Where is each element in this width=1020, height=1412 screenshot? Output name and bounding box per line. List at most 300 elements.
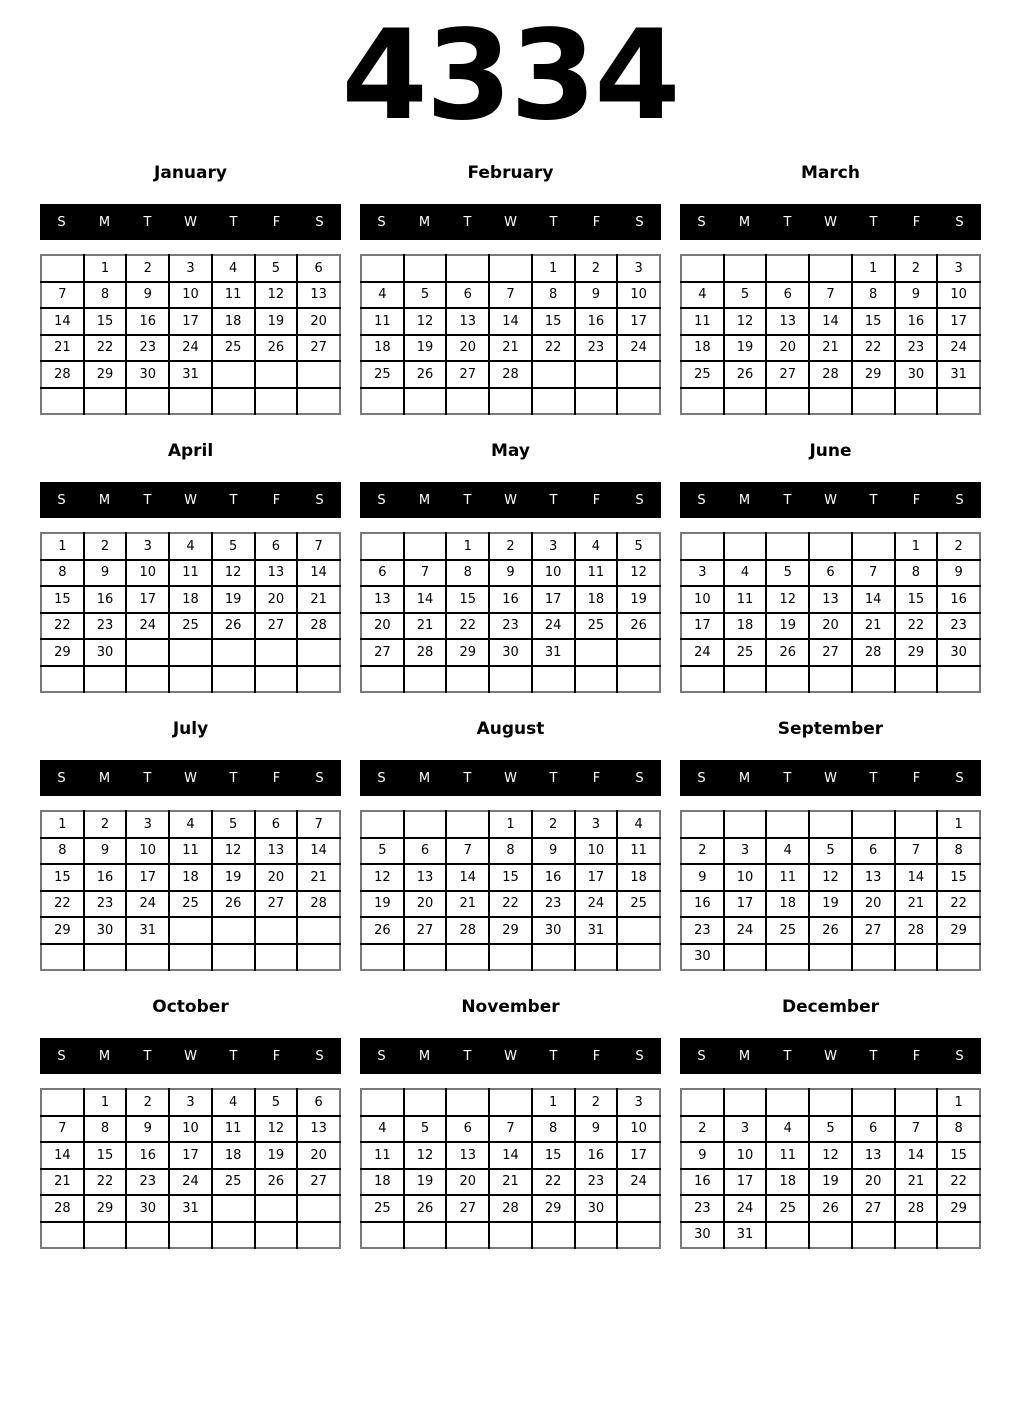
day-cell: 21	[895, 1169, 938, 1196]
month-block	[360, 708, 661, 986]
empty-day-cell	[212, 361, 255, 388]
day-cell: 24	[532, 613, 575, 640]
day-cell: 21	[41, 335, 84, 362]
empty-day-cell	[404, 388, 447, 415]
month-date-grid	[360, 532, 661, 693]
weekday-header-row	[680, 760, 981, 796]
day-cell: 23	[575, 1169, 618, 1196]
day-cell: 16	[681, 891, 724, 918]
week-row	[681, 255, 980, 282]
day-cell: 28	[895, 917, 938, 944]
month-block	[680, 430, 981, 708]
week-row	[681, 917, 980, 944]
month-block	[360, 986, 661, 1264]
day-cell: 27	[809, 639, 852, 666]
day-cell: 7	[895, 1116, 938, 1143]
day-cell: 10	[532, 560, 575, 587]
day-cell: 28	[895, 1195, 938, 1222]
empty-day-cell	[212, 944, 255, 971]
day-cell: 9	[575, 282, 618, 309]
weekday-header-row	[680, 1038, 981, 1074]
week-row	[361, 864, 660, 891]
empty-day-cell	[575, 639, 618, 666]
empty-day-cell	[766, 255, 809, 282]
day-cell: 31	[575, 917, 618, 944]
day-cell: 17	[681, 613, 724, 640]
day-cell: 1	[532, 1089, 575, 1116]
weekday-label: F	[592, 1048, 601, 1064]
empty-day-cell	[126, 944, 169, 971]
day-cell: 12	[809, 864, 852, 891]
empty-day-cell	[255, 361, 298, 388]
weekday-label: F	[912, 214, 921, 230]
weekday-label: M	[98, 492, 111, 508]
day-cell: 27	[852, 917, 895, 944]
day-cell: 24	[681, 639, 724, 666]
weekday-label: T	[143, 492, 152, 508]
weekday-label: T	[549, 1048, 558, 1064]
empty-day-cell	[126, 639, 169, 666]
day-cell: 26	[724, 361, 767, 388]
day-cell: 8	[446, 560, 489, 587]
week-row	[681, 1195, 980, 1222]
empty-day-cell	[895, 811, 938, 838]
empty-day-cell	[297, 361, 340, 388]
empty-day-cell	[361, 1089, 404, 1116]
day-cell: 13	[297, 282, 340, 309]
weekday-label: S	[377, 214, 386, 230]
day-cell: 21	[489, 335, 532, 362]
day-cell: 5	[766, 560, 809, 587]
empty-day-cell	[575, 944, 618, 971]
day-cell: 18	[766, 1169, 809, 1196]
day-cell: 23	[84, 891, 127, 918]
day-cell: 20	[297, 308, 340, 335]
week-row	[681, 639, 980, 666]
day-cell: 27	[852, 1195, 895, 1222]
day-cell: 16	[681, 1169, 724, 1196]
month-name: September	[777, 719, 884, 739]
week-row	[681, 282, 980, 309]
empty-day-cell	[361, 666, 404, 693]
empty-day-cell	[361, 811, 404, 838]
day-cell: 27	[297, 335, 340, 362]
month-block	[40, 430, 341, 708]
weekday-header-row	[360, 482, 661, 518]
day-cell: 8	[41, 560, 84, 587]
week-row	[681, 1222, 980, 1249]
month-date-grid	[360, 810, 661, 971]
day-cell: 20	[255, 864, 298, 891]
week-row	[681, 838, 980, 865]
day-cell: 16	[489, 586, 532, 613]
day-cell: 25	[212, 335, 255, 362]
day-cell: 12	[766, 586, 809, 613]
day-cell: 4	[361, 1116, 404, 1143]
day-cell: 26	[212, 891, 255, 918]
weekday-label: W	[824, 1048, 837, 1064]
day-cell: 12	[255, 282, 298, 309]
empty-day-cell	[297, 944, 340, 971]
day-cell: 27	[446, 1195, 489, 1222]
empty-day-cell	[809, 255, 852, 282]
day-cell: 24	[617, 1169, 660, 1196]
day-cell: 2	[895, 255, 938, 282]
empty-day-cell	[724, 944, 767, 971]
empty-day-cell	[255, 1195, 298, 1222]
day-cell: 17	[169, 308, 212, 335]
day-cell: 19	[255, 308, 298, 335]
empty-day-cell	[297, 917, 340, 944]
day-cell: 3	[617, 1089, 660, 1116]
day-cell: 5	[404, 282, 447, 309]
day-cell: 22	[41, 891, 84, 918]
day-cell: 15	[937, 1142, 980, 1169]
weekday-label: S	[377, 1048, 386, 1064]
day-cell: 9	[126, 282, 169, 309]
day-cell: 30	[575, 1195, 618, 1222]
day-cell: 27	[255, 891, 298, 918]
empty-day-cell	[766, 944, 809, 971]
week-row	[681, 361, 980, 388]
day-cell: 24	[169, 1169, 212, 1196]
day-cell: 2	[575, 1089, 618, 1116]
day-cell: 20	[809, 613, 852, 640]
day-cell: 24	[575, 891, 618, 918]
day-cell: 25	[361, 1195, 404, 1222]
weekday-label: T	[549, 214, 558, 230]
day-cell: 2	[84, 811, 127, 838]
weekday-label: S	[635, 770, 644, 786]
day-cell: 22	[41, 613, 84, 640]
day-cell: 3	[126, 533, 169, 560]
week-row	[41, 1142, 340, 1169]
day-cell: 16	[895, 308, 938, 335]
day-cell: 11	[766, 864, 809, 891]
day-cell: 6	[852, 838, 895, 865]
week-row	[41, 1089, 340, 1116]
weekday-label: T	[869, 1048, 878, 1064]
day-cell: 24	[169, 335, 212, 362]
week-row	[361, 1169, 660, 1196]
day-cell: 14	[297, 560, 340, 587]
day-cell: 12	[212, 838, 255, 865]
empty-day-cell	[41, 388, 84, 415]
day-cell: 9	[84, 560, 127, 587]
empty-day-cell	[809, 388, 852, 415]
weekday-label: S	[697, 1048, 706, 1064]
empty-day-cell	[681, 1089, 724, 1116]
weekday-header-row	[680, 204, 981, 240]
day-cell: 24	[937, 335, 980, 362]
day-cell: 7	[41, 282, 84, 309]
week-row	[41, 282, 340, 309]
day-cell: 3	[126, 811, 169, 838]
day-cell: 7	[489, 282, 532, 309]
week-row	[361, 282, 660, 309]
week-row	[41, 864, 340, 891]
day-cell: 2	[681, 1116, 724, 1143]
day-cell: 2	[489, 533, 532, 560]
day-cell: 2	[126, 255, 169, 282]
empty-day-cell	[937, 388, 980, 415]
empty-day-cell	[41, 1089, 84, 1116]
day-cell: 6	[446, 282, 489, 309]
empty-day-cell	[809, 811, 852, 838]
weekday-label: T	[549, 770, 558, 786]
week-row	[41, 560, 340, 587]
weekday-label: S	[377, 492, 386, 508]
day-cell: 7	[446, 838, 489, 865]
day-cell: 31	[532, 639, 575, 666]
weekday-label: M	[98, 770, 111, 786]
day-cell: 19	[404, 1169, 447, 1196]
weekday-label: S	[697, 214, 706, 230]
day-cell: 16	[575, 308, 618, 335]
week-row	[681, 1089, 980, 1116]
week-row	[41, 666, 340, 693]
weekday-label: M	[98, 1048, 111, 1064]
day-cell: 25	[766, 917, 809, 944]
weekday-header-row	[360, 204, 661, 240]
empty-day-cell	[446, 944, 489, 971]
day-cell: 28	[446, 917, 489, 944]
day-cell: 9	[681, 864, 724, 891]
day-cell: 29	[895, 639, 938, 666]
weekday-label: W	[504, 1048, 517, 1064]
day-cell: 13	[361, 586, 404, 613]
day-cell: 13	[404, 864, 447, 891]
weekday-label: M	[738, 492, 751, 508]
week-row	[361, 1195, 660, 1222]
month-date-grid	[680, 1088, 981, 1249]
empty-day-cell	[766, 666, 809, 693]
day-cell: 29	[852, 361, 895, 388]
day-cell: 17	[126, 864, 169, 891]
day-cell: 2	[84, 533, 127, 560]
empty-day-cell	[617, 1222, 660, 1249]
day-cell: 19	[766, 613, 809, 640]
day-cell: 29	[489, 917, 532, 944]
week-row	[361, 586, 660, 613]
empty-day-cell	[212, 666, 255, 693]
empty-day-cell	[297, 388, 340, 415]
day-cell: 24	[724, 1195, 767, 1222]
day-cell: 23	[681, 917, 724, 944]
empty-day-cell	[446, 666, 489, 693]
weekday-label: W	[824, 214, 837, 230]
weekday-header-row	[680, 482, 981, 518]
week-row	[41, 1169, 340, 1196]
week-row	[361, 335, 660, 362]
day-cell: 12	[361, 864, 404, 891]
weekday-label: T	[869, 214, 878, 230]
day-cell: 29	[84, 361, 127, 388]
day-cell: 13	[852, 1142, 895, 1169]
empty-day-cell	[724, 388, 767, 415]
weekday-label: S	[697, 492, 706, 508]
day-cell: 19	[809, 891, 852, 918]
day-cell: 7	[41, 1116, 84, 1143]
day-cell: 5	[724, 282, 767, 309]
day-cell: 10	[681, 586, 724, 613]
day-cell: 5	[255, 255, 298, 282]
empty-day-cell	[895, 388, 938, 415]
day-cell: 18	[681, 335, 724, 362]
empty-day-cell	[84, 1222, 127, 1249]
day-cell: 20	[297, 1142, 340, 1169]
week-row	[681, 891, 980, 918]
day-cell: 23	[681, 1195, 724, 1222]
empty-day-cell	[126, 388, 169, 415]
weekday-label: W	[184, 1048, 197, 1064]
empty-day-cell	[766, 1222, 809, 1249]
empty-day-cell	[489, 388, 532, 415]
day-cell: 22	[895, 613, 938, 640]
empty-day-cell	[852, 1089, 895, 1116]
weekday-label: T	[783, 770, 792, 786]
day-cell: 3	[937, 255, 980, 282]
week-row	[361, 1222, 660, 1249]
month-block	[680, 986, 981, 1264]
day-cell: 12	[809, 1142, 852, 1169]
weekday-label: T	[783, 492, 792, 508]
weekday-label: S	[697, 770, 706, 786]
month-block	[40, 986, 341, 1264]
day-cell: 15	[852, 308, 895, 335]
day-cell: 11	[617, 838, 660, 865]
empty-day-cell	[575, 361, 618, 388]
empty-day-cell	[212, 388, 255, 415]
day-cell: 17	[617, 308, 660, 335]
day-cell: 19	[809, 1169, 852, 1196]
month-date-grid	[40, 532, 341, 693]
weekday-label: F	[592, 492, 601, 508]
day-cell: 28	[489, 361, 532, 388]
empty-day-cell	[361, 1222, 404, 1249]
day-cell: 28	[404, 639, 447, 666]
empty-day-cell	[532, 944, 575, 971]
day-cell: 4	[169, 533, 212, 560]
day-cell: 11	[681, 308, 724, 335]
empty-day-cell	[724, 533, 767, 560]
day-cell: 8	[84, 282, 127, 309]
day-cell: 7	[489, 1116, 532, 1143]
empty-day-cell	[169, 1222, 212, 1249]
day-cell: 29	[41, 639, 84, 666]
empty-day-cell	[532, 388, 575, 415]
empty-day-cell	[724, 811, 767, 838]
week-row	[41, 639, 340, 666]
day-cell: 25	[724, 639, 767, 666]
weekday-label: S	[955, 492, 964, 508]
day-cell: 5	[361, 838, 404, 865]
day-cell: 18	[617, 864, 660, 891]
empty-day-cell	[255, 1222, 298, 1249]
day-cell: 25	[361, 361, 404, 388]
day-cell: 3	[724, 1116, 767, 1143]
empty-day-cell	[446, 1222, 489, 1249]
weekday-label: W	[504, 770, 517, 786]
empty-day-cell	[809, 1089, 852, 1116]
weekday-label: T	[463, 214, 472, 230]
day-cell: 11	[169, 838, 212, 865]
empty-day-cell	[681, 811, 724, 838]
day-cell: 17	[617, 1142, 660, 1169]
empty-day-cell	[852, 666, 895, 693]
day-cell: 16	[84, 586, 127, 613]
day-cell: 22	[937, 1169, 980, 1196]
weekday-label: T	[463, 770, 472, 786]
weekday-label: S	[57, 492, 66, 508]
day-cell: 21	[41, 1169, 84, 1196]
weekday-label: F	[272, 492, 281, 508]
day-cell: 16	[532, 864, 575, 891]
day-cell: 2	[681, 838, 724, 865]
day-cell: 4	[617, 811, 660, 838]
empty-day-cell	[255, 666, 298, 693]
day-cell: 15	[84, 1142, 127, 1169]
empty-day-cell	[404, 1222, 447, 1249]
day-cell: 10	[169, 282, 212, 309]
day-cell: 31	[126, 917, 169, 944]
weekday-header-row	[40, 760, 341, 796]
day-cell: 7	[404, 560, 447, 587]
day-cell: 6	[766, 282, 809, 309]
empty-day-cell	[446, 811, 489, 838]
day-cell: 17	[724, 1169, 767, 1196]
week-row	[41, 1116, 340, 1143]
weekday-label: T	[229, 214, 238, 230]
day-cell: 30	[895, 361, 938, 388]
week-row	[361, 944, 660, 971]
month-date-grid	[680, 254, 981, 415]
weekday-label: M	[738, 1048, 751, 1064]
day-cell: 8	[41, 838, 84, 865]
empty-day-cell	[489, 944, 532, 971]
empty-day-cell	[617, 639, 660, 666]
day-cell: 26	[212, 613, 255, 640]
day-cell: 26	[809, 917, 852, 944]
weekday-label: F	[272, 214, 281, 230]
empty-day-cell	[895, 666, 938, 693]
day-cell: 22	[446, 613, 489, 640]
day-cell: 30	[532, 917, 575, 944]
week-row	[41, 1222, 340, 1249]
day-cell: 7	[809, 282, 852, 309]
day-cell: 9	[84, 838, 127, 865]
day-cell: 14	[404, 586, 447, 613]
weekday-label: W	[184, 214, 197, 230]
day-cell: 28	[852, 639, 895, 666]
day-cell: 9	[937, 560, 980, 587]
month-date-grid	[360, 1088, 661, 1249]
day-cell: 29	[937, 917, 980, 944]
day-cell: 28	[809, 361, 852, 388]
day-cell: 15	[489, 864, 532, 891]
day-cell: 9	[489, 560, 532, 587]
day-cell: 20	[361, 613, 404, 640]
weekday-label: S	[315, 492, 324, 508]
day-cell: 6	[255, 533, 298, 560]
day-cell: 22	[532, 335, 575, 362]
day-cell: 21	[895, 891, 938, 918]
day-cell: 24	[126, 891, 169, 918]
week-row	[41, 917, 340, 944]
month-name: April	[167, 441, 214, 461]
day-cell: 25	[766, 1195, 809, 1222]
day-cell: 8	[532, 282, 575, 309]
